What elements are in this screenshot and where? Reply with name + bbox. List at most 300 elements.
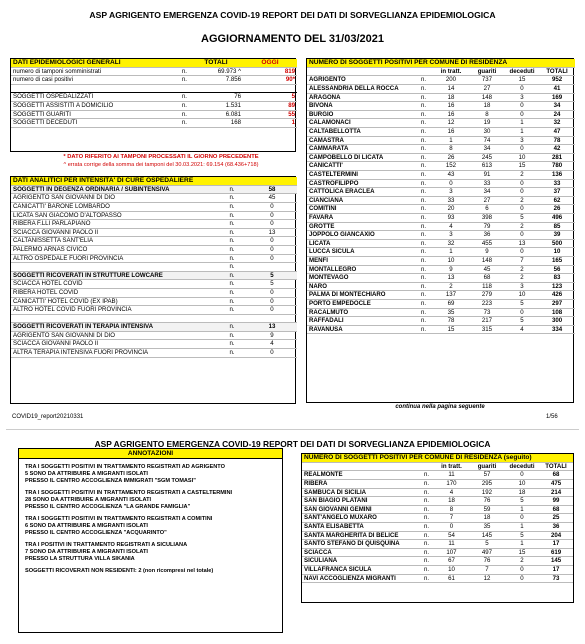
intensity-row <box>11 306 297 315</box>
unit-label: n. <box>419 291 433 300</box>
unit-label: n. <box>419 162 433 171</box>
in-treatment-count: 43 <box>433 171 469 180</box>
municipality-row <box>302 497 573 506</box>
unit-label: n. <box>419 248 433 257</box>
municipality-name: ALESSANDRIA DELLA ROCCA <box>307 85 419 94</box>
in-treatment-count: 0 <box>434 523 469 532</box>
in-treatment-count: 137 <box>433 291 469 300</box>
deceased-count: 0 <box>505 248 539 257</box>
in-treatment-count: 16 <box>433 102 469 111</box>
total-count: 83 <box>539 274 575 283</box>
in-treatment-count: 107 <box>434 548 469 557</box>
in-treatment-count: 8 <box>434 505 469 514</box>
annotations-box <box>18 448 283 633</box>
unit-label: n. <box>217 348 247 357</box>
municipal-continued-title: NUMERO DI SOGGETTI POSITIVI PER COMUNE DI RESIDENZA (seguito) <box>302 454 573 462</box>
unit-label: n. <box>217 271 247 280</box>
intensity-row-label: SOGGETTI IN DEGENZA ORDINARIA / SUBINTENSIVA <box>11 185 217 194</box>
recovered-count: 45 <box>469 265 505 274</box>
intensity-row <box>11 271 297 280</box>
municipality-name: RACALMUTO <box>307 308 419 317</box>
col-oggi: OGGI <box>243 59 297 67</box>
municipality-name: PORTO EMPEDOCLE <box>307 299 419 308</box>
total-count: 619 <box>539 548 573 557</box>
municipality-row <box>302 540 573 549</box>
in-treatment-count: 61 <box>434 574 469 583</box>
intensity-row-value: 0 <box>247 203 297 212</box>
municipality-name: SCIACCA <box>302 548 422 557</box>
recovered-count: 27 <box>469 85 505 94</box>
municipality-name: MONTALLEGRO <box>307 265 419 274</box>
total-count: 300 <box>539 317 575 326</box>
intensity-row-value <box>247 314 297 322</box>
in-treatment-count: 69 <box>433 299 469 308</box>
municipality-name: NAVI ACCOGLIENZA MIGRANTI <box>302 574 422 583</box>
unit-label: n. <box>419 325 433 334</box>
municipality-row <box>302 566 573 575</box>
unit-label: n. <box>422 574 434 583</box>
municipality-row <box>307 196 575 205</box>
intensity-row-label <box>11 314 217 322</box>
municipality-row <box>307 102 575 111</box>
general-row-total: 168 <box>189 119 243 128</box>
footer-page-number: 1/56 <box>546 414 558 420</box>
footer-filename: COVID19_report20210331 <box>12 414 84 420</box>
intensity-row <box>11 314 297 322</box>
unit-label: n. <box>419 213 433 222</box>
municipality-row <box>302 574 573 583</box>
deceased-count: 15 <box>505 76 539 85</box>
deceased-count: 1 <box>505 119 539 128</box>
unit-label: n. <box>217 228 247 237</box>
municipality-row <box>307 308 575 317</box>
deceased-count: 2 <box>505 274 539 283</box>
unit-label: n. <box>217 203 247 212</box>
intensity-row-label <box>11 263 217 272</box>
in-treatment-count: 14 <box>433 85 469 94</box>
municipality-row <box>307 291 575 300</box>
unit-label: n. <box>419 136 433 145</box>
unit-label: n. <box>217 323 247 332</box>
deceased-count: 5 <box>505 299 539 308</box>
deceased-count: 1 <box>505 128 539 137</box>
in-treatment-count: 4 <box>433 222 469 231</box>
unit-label: n. <box>422 531 434 540</box>
deceased-count: 0 <box>505 566 539 575</box>
in-treatment-count: 15 <box>433 325 469 334</box>
total-count: 426 <box>539 291 575 300</box>
recovered-count: 91 <box>469 171 505 180</box>
municipality-row <box>302 548 573 557</box>
unit-label: n. <box>217 289 247 298</box>
intensity-row <box>11 254 297 263</box>
unit-label: n. <box>175 93 189 102</box>
total-count: 169 <box>539 93 575 102</box>
annotation-paragraph: TRA I SOGGETTI POSITIVI IN TRATTAMENTO REGISTRATI A CASTELTERMINI 28 SONO DA ATTRIBUIRE A MIGRANTI ISOLATI PRESSO IL CENTRO ACCOGLIENZA "LA GRANDE FAMIGLIA" <box>25 490 233 510</box>
municipality-name: SICULIANA <box>302 557 422 566</box>
intensity-row-value: 4 <box>247 340 297 349</box>
total-count: 952 <box>539 76 575 85</box>
column-header: TOTALI <box>539 462 573 471</box>
unit-label: n. <box>419 128 433 137</box>
total-count: 204 <box>539 531 573 540</box>
total-count: 17 <box>539 566 573 575</box>
municipality-row <box>307 265 575 274</box>
municipality-row <box>307 256 575 265</box>
intensity-row-label: ALTRO HOTEL COVID FUORI PROVINCIA <box>11 306 217 315</box>
total-count: 68 <box>539 505 573 514</box>
intensity-row-label: SCIACCA HOTEL COVID <box>11 280 217 289</box>
in-treatment-count: 4 <box>434 488 469 497</box>
unit-label: n. <box>217 185 247 194</box>
recovered-count: 315 <box>469 325 505 334</box>
deceased-count: 3 <box>505 93 539 102</box>
municipality-row <box>307 317 575 326</box>
in-treatment-count: 12 <box>433 119 469 128</box>
unit-label: n. <box>217 194 247 203</box>
municipality-row <box>307 282 575 291</box>
report-page-1 <box>6 0 579 430</box>
deceased-count: 0 <box>505 85 539 94</box>
recovered-count: 7 <box>469 566 505 575</box>
unit-label: n. <box>422 480 434 489</box>
general-row-today: 1 <box>243 119 297 128</box>
annotations-title: ANNOTAZIONI <box>19 449 282 459</box>
recovered-count: 73 <box>469 308 505 317</box>
column-header: TOTALI <box>539 67 575 76</box>
general-row <box>11 67 297 76</box>
unit-label: n. <box>217 340 247 349</box>
total-count: 37 <box>539 188 575 197</box>
intensity-row-value: 9 <box>247 331 297 340</box>
intensity-row-label: CANICATTI' HOTEL COVID (EX IPAB) <box>11 297 217 306</box>
intensity-row-label: SOGGETTI RICOVERATI IN STRUTTURE LOWCARE <box>11 271 217 280</box>
annotation-paragraph: SOGGETTI RICOVERATI NON RESIDENTI: 2 (non ricompresi nel totale) <box>25 568 214 574</box>
deceased-count: 0 <box>505 145 539 154</box>
recovered-count: 217 <box>469 317 505 326</box>
municipality-name: MONTEVAGO <box>307 274 419 283</box>
in-treatment-count: 3 <box>433 231 469 240</box>
report-header: ASP AGRIGENTO EMERGENZA COVID-19 REPORT DEI DATI DI SORVEGLIANZA EPIDEMIOLOGICA <box>89 10 496 20</box>
unit-label: n. <box>419 222 433 231</box>
unit-label: n. <box>419 196 433 205</box>
total-count: 34 <box>539 102 575 111</box>
in-treatment-count: 200 <box>433 76 469 85</box>
municipality-row <box>307 110 575 119</box>
recovered-count: 279 <box>469 291 505 300</box>
intensity-row-value: 0 <box>247 211 297 220</box>
in-treatment-count: 1 <box>433 136 469 145</box>
total-count: 26 <box>539 205 575 214</box>
recovered-count: 30 <box>469 128 505 137</box>
recovered-count: 12 <box>469 574 505 583</box>
municipality-name: MENFI <box>307 256 419 265</box>
unit-label: n. <box>419 145 433 154</box>
unit-label: n. <box>422 523 434 532</box>
municipality-name: SANTA MARGHERITA DI BELICE <box>302 531 422 540</box>
deceased-count: 2 <box>505 171 539 180</box>
in-treatment-count: 152 <box>433 162 469 171</box>
in-treatment-count: 78 <box>433 317 469 326</box>
unit-label: n. <box>217 246 247 255</box>
unit-label: n. <box>422 488 434 497</box>
intensity-row-label: AGRIGENTO SAN GIOVANNI DI DIO <box>11 331 217 340</box>
municipality-row <box>307 179 575 188</box>
intensity-row-label: SOGGETTI RICOVERATI IN TERAPIA INTENSIVA <box>11 323 217 332</box>
in-treatment-count: 170 <box>434 480 469 489</box>
unit-label: n. <box>422 471 434 480</box>
unit-label: n. <box>422 505 434 514</box>
intensity-row <box>11 340 297 349</box>
unit-label: n. <box>217 220 247 229</box>
total-count: 32 <box>539 119 575 128</box>
intensity-row-value: 5 <box>247 280 297 289</box>
general-row <box>11 110 297 119</box>
intensity-row-label: CALTANISSETTA SANT'ELIA <box>11 237 217 246</box>
report-page-2 <box>6 433 579 644</box>
intensity-row <box>11 297 297 306</box>
general-row-total: 6.081 <box>189 110 243 119</box>
municipality-name: CAMMARATA <box>307 145 419 154</box>
municipality-row <box>307 299 575 308</box>
column-header: in tratt. <box>433 67 469 76</box>
municipality-name: PALMA DI MONTECHIARO <box>307 291 419 300</box>
municipality-row <box>307 136 575 145</box>
recovered-count: 76 <box>469 557 505 566</box>
total-count: 214 <box>539 488 573 497</box>
in-treatment-count: 11 <box>434 471 469 480</box>
intensity-row-value: 0 <box>247 237 297 246</box>
unit-label: n. <box>419 85 433 94</box>
municipality-row <box>307 145 575 154</box>
municipality-row <box>307 76 575 85</box>
col-totali: TOTALI <box>189 59 243 67</box>
column-header: deceduti <box>505 67 539 76</box>
general-row-today: 89 <box>243 102 297 111</box>
total-count: 78 <box>539 136 575 145</box>
municipality-name: CATTOLICA ERACLEA <box>307 188 419 197</box>
note-errata-corrige: ^ errata corrige della somma dei tamponi del 30.03.2021: 69.154 (68.436+718) <box>63 162 259 168</box>
municipality-row <box>307 188 575 197</box>
municipality-row <box>302 514 573 523</box>
municipality-name: CALAMONACI <box>307 119 419 128</box>
municipality-row <box>307 325 575 334</box>
recovered-count: 192 <box>469 488 505 497</box>
unit-label: n. <box>419 265 433 274</box>
intensity-row-value: 13 <box>247 323 297 332</box>
intensity-row-value: 0 <box>247 220 297 229</box>
unit-label: n. <box>217 331 247 340</box>
municipality-name: SANTA ELISABETTA <box>302 523 422 532</box>
unit-label: n. <box>419 171 433 180</box>
intensity-row <box>11 203 297 212</box>
municipality-name: ARAGONA <box>307 93 419 102</box>
recovered-count: 18 <box>469 102 505 111</box>
unit-label: n. <box>419 110 433 119</box>
general-row-total: 69.973 ^ <box>189 67 243 76</box>
total-count: 68 <box>539 471 573 480</box>
unit-label: n. <box>419 256 433 265</box>
municipality-name: AGRIGENTO <box>307 76 419 85</box>
unit-label: n. <box>175 110 189 119</box>
recovered-count: 76 <box>469 497 505 506</box>
deceased-count: 1 <box>505 505 539 514</box>
annotation-paragraph: TRA I SOGGETTI POSITIVI IN TRATTAMENTO REGISTRATI A COMITINI 6 SONO DA ATTRIBUIRE A MIGRANTI ISOLATI PRESSO IL CENTRO ACCOGLIENZA "ACQUARINTO" <box>25 516 213 536</box>
deceased-count: 1 <box>505 540 539 549</box>
unit-label: n. <box>419 205 433 214</box>
total-count: 475 <box>539 480 573 489</box>
intensity-row <box>11 194 297 203</box>
deceased-count: 0 <box>505 514 539 523</box>
general-row-today: 90* <box>243 76 297 85</box>
general-data-box <box>10 58 296 152</box>
unit-label <box>217 314 247 322</box>
municipality-row <box>307 239 575 248</box>
total-count: 24 <box>539 110 575 119</box>
municipality-row <box>307 205 575 214</box>
intensity-row-label: SCIACCA GIOVANNI PAOLO II <box>11 228 217 237</box>
total-count: 62 <box>539 196 575 205</box>
municipality-name: RAFFADALI <box>307 317 419 326</box>
intensity-row-value: 0 <box>247 246 297 255</box>
column-header: in tratt. <box>434 462 469 471</box>
municipality-name: LICATA <box>307 239 419 248</box>
in-treatment-count: 54 <box>434 531 469 540</box>
municipality-row <box>302 471 573 480</box>
intensity-row-label: LICATA SAN GIACOMO D'ALTOPASSO <box>11 211 217 220</box>
municipality-name: CANICATTI' <box>307 162 419 171</box>
deceased-count: 0 <box>505 308 539 317</box>
general-row <box>11 102 297 111</box>
intensity-row-value: 45 <box>247 194 297 203</box>
recovered-count: 148 <box>469 93 505 102</box>
recovered-count: 34 <box>469 188 505 197</box>
intensity-row-value: 0 <box>247 289 297 298</box>
unit-label: n. <box>175 67 189 76</box>
unit-label: n. <box>419 239 433 248</box>
total-count: 165 <box>539 256 575 265</box>
in-treatment-count: 10 <box>434 566 469 575</box>
recovered-count: 5 <box>469 540 505 549</box>
municipality-name: REALMONTE <box>302 471 422 480</box>
unit-label: n. <box>422 497 434 506</box>
municipality-name: RIBERA <box>302 480 422 489</box>
intensity-row <box>11 263 297 272</box>
recovered-count: 36 <box>469 231 505 240</box>
unit-label: n. <box>419 299 433 308</box>
recovered-count: 19 <box>469 119 505 128</box>
unit-label: n. <box>419 317 433 326</box>
in-treatment-count: 8 <box>433 145 469 154</box>
municipality-name: CASTELTERMINI <box>307 171 419 180</box>
intensity-row-value: 0 <box>247 254 297 263</box>
recovered-count: 613 <box>469 162 505 171</box>
unit-label: n. <box>419 76 433 85</box>
intensity-row-value: 13 <box>247 228 297 237</box>
intensity-row-value: 0 <box>247 306 297 315</box>
municipality-name: SAN BIAGIO PLATANI <box>302 497 422 506</box>
general-data-title: DATI EPIDEMIOLOGICI GENERALI <box>11 59 189 67</box>
municipality-row <box>307 171 575 180</box>
unit-label: n. <box>217 254 247 263</box>
deceased-count: 5 <box>505 497 539 506</box>
in-treatment-count: 18 <box>433 93 469 102</box>
municipality-row <box>307 222 575 231</box>
municipality-row <box>302 557 573 566</box>
in-treatment-count: 7 <box>434 514 469 523</box>
municipality-row <box>307 231 575 240</box>
total-count: 25 <box>539 514 573 523</box>
unit-label: n. <box>175 119 189 128</box>
municipality-name: SANTO STEFANO DI QUISQUINA <box>302 540 422 549</box>
intensity-row-label: PALERMO ARNAS CIVICO <box>11 246 217 255</box>
recovered-count: 118 <box>469 282 505 291</box>
in-treatment-count: 0 <box>433 179 469 188</box>
recovered-count: 737 <box>469 76 505 85</box>
deceased-count: 0 <box>505 188 539 197</box>
in-treatment-count: 93 <box>433 213 469 222</box>
municipal-data-box <box>306 58 574 403</box>
intensity-row-label: SCIACCA GIOVANNI PAOLO II <box>11 340 217 349</box>
unit-label: n. <box>175 102 189 111</box>
general-row-label: SOGGETTI DECEDUTI <box>11 119 175 128</box>
deceased-count: 5 <box>505 213 539 222</box>
recovered-count: 223 <box>469 299 505 308</box>
deceased-count: 3 <box>505 282 539 291</box>
total-count: 47 <box>539 128 575 137</box>
municipality-row <box>307 119 575 128</box>
recovered-count: 9 <box>469 248 505 257</box>
deceased-count: 1 <box>505 523 539 532</box>
municipal-continued-box <box>301 453 574 603</box>
general-row <box>11 119 297 128</box>
municipality-row <box>307 128 575 137</box>
municipality-row <box>307 213 575 222</box>
general-row <box>11 76 297 85</box>
general-row-label: numero di tamponi somministrati <box>11 67 175 76</box>
municipality-row <box>307 162 575 171</box>
column-header: guariti <box>469 67 505 76</box>
municipality-name: VILLAFRANCA SICULA <box>302 566 422 575</box>
unit-label: n. <box>419 274 433 283</box>
municipality-row <box>302 531 573 540</box>
intensity-title: DATI ANALITICI PER INTENSITA' DI CURE OSPEDALIERE <box>11 177 297 185</box>
intensity-row <box>11 237 297 246</box>
total-count: 136 <box>539 171 575 180</box>
recovered-count: 455 <box>469 239 505 248</box>
deceased-count: 10 <box>505 291 539 300</box>
recovered-count: 245 <box>469 153 505 162</box>
in-treatment-count: 67 <box>434 557 469 566</box>
annotation-paragraph: TRA I POSITIVI IN TRATTAMENTO REGISTRATI A SICULIANA 7 SONO DA ATTRIBUIRE A MIGRANTI ISOLATI PRESSO LA STRUTTURA VILLA SIKANIA <box>25 542 188 562</box>
continue-note: continua nella pagina seguente <box>395 404 485 410</box>
in-treatment-count: 18 <box>434 497 469 506</box>
in-treatment-count: 16 <box>433 128 469 137</box>
in-treatment-count: 3 <box>433 188 469 197</box>
municipality-name: CASTROFILIPPO <box>307 179 419 188</box>
deceased-count: 0 <box>505 574 539 583</box>
deceased-count: 0 <box>505 231 539 240</box>
deceased-count: 15 <box>505 162 539 171</box>
recovered-count: 295 <box>469 480 505 489</box>
intensity-row <box>11 280 297 289</box>
municipality-name: RAVANUSA <box>307 325 419 334</box>
deceased-count: 2 <box>505 265 539 274</box>
deceased-count: 0 <box>505 110 539 119</box>
general-row-total: 76 <box>189 93 243 102</box>
column-header: deceduti <box>505 462 539 471</box>
total-count: 496 <box>539 213 575 222</box>
